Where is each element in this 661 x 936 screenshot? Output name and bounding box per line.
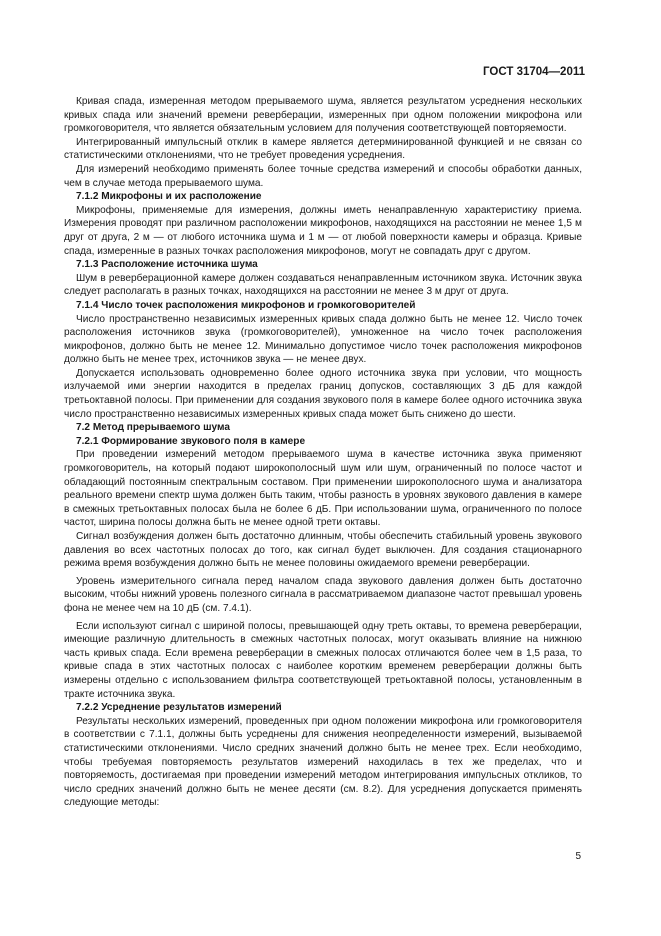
paragraph: Результаты нескольких измерений, проведенных при одном положении микрофона или громкоговорителя в соответствии с 7.1.1, должны быть усреднены для снижения неопределенности измерений, вызываемой статистическими отклонениями. Число средних значений должно быть не менее трех. Если необходимо, чтобы требуемая повторяемость результатов измерений находилась в тех же пределах, что и повторяемость, достигаемая при проведении измерений методом интегрирования импульсных откликов, то число средних значений должно быть не менее десяти (см. 8.2). Для усреднения допускается применять следующие методы: (64, 715, 582, 809)
paragraph: При проведении измерений методом прерываемого шума в качестве источника звука применяют громкоговоритель, на который подают широкополосный шум или шум, ограниченный по полосе частот и обладающий постоянным спектральным составом. При применении широкополосного шума и анализатора реального времени спектр шума должен быть таким, чтобы разность в уровнях звукового давления в камере в смежных третьоктавных полосах была не более 6 дБ. При использовании шума, ограниченного по полосе частот, ширина полосы должна быть не менее одной трети октавы. (64, 449, 582, 529)
page-body (64, 95, 582, 810)
paragraph: Если используют сигнал с шириной полосы, превышающей одну треть октавы, то времена реверберации, имеющие различную длительность в смежных частотных полосах, могут оказывать влияние на нижнюю часть кривых спада. Если времена реверберации в смежных полосах отличаются более чем в 1,5 раза, то кривые спада в этих частотных полосах с наиболее коротким временем реверберации должны быть измерены отдельно с использованием фильтра соответствующей третьоктавной полосы, установленным в тракте источника звука. (64, 620, 582, 700)
paragraph: Уровень измерительного сигнала перед началом спада звукового давления должен быть достаточно высоким, чтобы нижний уровень полезного сигнала в рассматриваемом диапазоне частот превышал уровень фона не менее чем на 10 дБ (см. 7.4.1). (64, 575, 582, 614)
section-heading: 7.1.2 Микрофоны и их расположение (76, 191, 262, 203)
paragraph: Шум в реверберационной камере должен создаваться ненаправленным источником звука. Источник звука следует располагать в разных точках, находящихся на расстоянии не менее 3 м друг от друга. (64, 272, 582, 298)
paragraph: Кривая спада, измеренная методом прерываемого шума, является результатом усреднения нескольких кривых спада или значений времени реверберации, измеренных при одном положении микрофона или громкоговорителя, что является обязательным условием для получения соответствующей повторяемости. (64, 96, 582, 135)
paragraph: Допускается использовать одновременно более одного источника звука при условии, что мощность излучаемой ими энергии находится в пределах границ допусков, составляющих 3 дБ для каждой третьоктавной полосы. При применении для создания звукового поля в камере более одного источника звука число пространственно независимых измеренных кривых спада может быть снижено до шести. (64, 367, 582, 420)
section-heading: 7.2.2 Усреднение результатов измерений (76, 702, 282, 714)
section-heading: 7.2.1 Формирование звукового поля в камере (76, 435, 306, 447)
section-heading: 7.1.4 Число точек расположения микрофонов и громкоговорителей (76, 299, 416, 311)
paragraph: Интегрированный импульсный отклик в камере является детерминированной функцией и не связан со статистическими отклонениями, что не требует проведения усреднения. (64, 136, 582, 162)
paragraph: Сигнал возбуждения должен быть достаточно длинным, чтобы обеспечить стабильный уровень звукового давления во всех частотных полосах до того, как сигнал будет выключен. Для создания стационарного режима время возбуждения должно быть не менее половины ожидаемого времени реверберации. (64, 531, 582, 570)
page-number: 5 (575, 851, 581, 862)
section-heading: 7.2 Метод прерываемого шума (76, 422, 230, 434)
paragraph: Микрофоны, применяемые для измерения, должны иметь ненаправленную характеристику приема. Измерения проводят при различном расположении микрофонов, находящихся на расстоянии не менее 1,5 м друг от друга, 2 м — от любого источника шума и 1 м — от любой поверхности камеры и образца. Кривые спада, измеренные в разных точках расположения микрофонов, могут не совпадать друг с другом. (64, 204, 582, 257)
paragraph: Число пространственно независимых измеренных кривых спада должно быть не менее 12. Число точек расположения источников звука (громкоговорителей), умноженное на число точек расположения микрофонов, должно быть не менее 12. Минимально допустимое число точек расположения микрофонов должно быть не менее трех, источников звука — не менее двух. (64, 313, 582, 366)
paragraph: Для измерений необходимо применять более точные средства измерений и способы обработки данных, чем в случае метода прерываемого шума. (64, 163, 582, 189)
document-number: ГОСТ 31704—2011 (483, 66, 585, 78)
section-heading: 7.1.3 Расположение источника шума (76, 259, 258, 271)
